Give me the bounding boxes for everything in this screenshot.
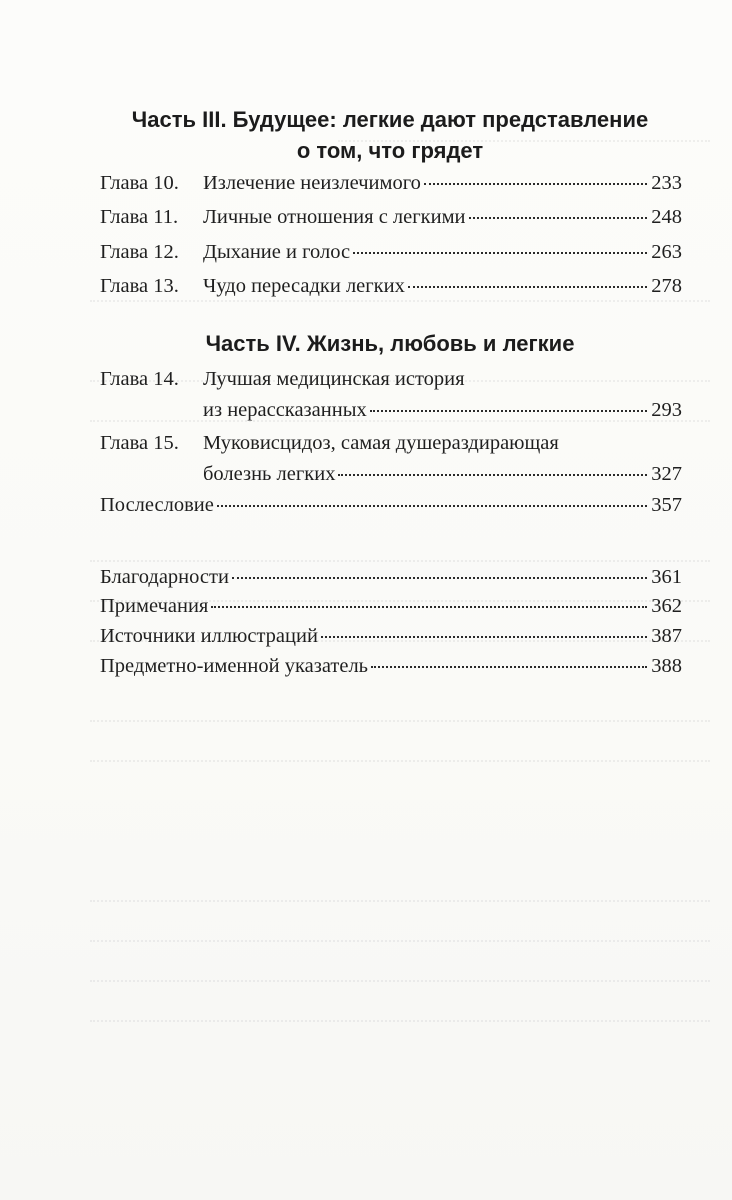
page-number: 263: [651, 241, 682, 263]
dot-leader: [408, 285, 647, 288]
chapter-number: Глава 11.: [100, 206, 179, 228]
toc-entry-chapter-10[interactable]: [100, 168, 682, 199]
part-3-heading-line1: Часть III. Будущее: легкие дают представление: [131, 107, 649, 132]
section-title: Примечания: [100, 595, 209, 617]
toc-entry-illustration-sources[interactable]: [100, 621, 682, 652]
dot-leader: [211, 605, 647, 608]
chapter-number: Глава 12.: [100, 241, 179, 263]
part-3-heading: [90, 104, 690, 166]
page-number: 362: [651, 595, 682, 617]
toc-entry-afterword[interactable]: [100, 490, 682, 521]
toc-entry-acknowledgements[interactable]: [100, 562, 682, 593]
dot-leader: [217, 504, 647, 507]
chapter-title: Личные отношения с легкими: [203, 206, 466, 228]
chapter-title: Чудо пересадки легких: [203, 275, 405, 297]
chapter-number: Глава 10.: [100, 172, 179, 194]
dot-leader: [371, 665, 647, 668]
toc-entry-chapter-13[interactable]: [100, 271, 682, 302]
dot-leader: [353, 251, 647, 254]
chapter-number: Глава 13.: [100, 275, 179, 297]
chapter-number: Глава 14.: [100, 368, 179, 390]
page-number: 388: [651, 655, 682, 677]
dot-leader: [469, 216, 648, 219]
dot-leader: [321, 635, 647, 638]
section-title: Предметно-именной указатель: [100, 655, 369, 677]
section-title: Источники иллюстраций: [100, 625, 318, 647]
dot-leader: [424, 182, 647, 185]
page-number: 248: [651, 206, 682, 228]
chapter-title-line1: Муковисцидоз, самая душераздирающая: [203, 432, 559, 454]
page-number: 278: [651, 275, 682, 297]
toc-entry-index[interactable]: [100, 651, 682, 682]
section-title: Благодарности: [100, 566, 229, 588]
toc-entry-notes[interactable]: [100, 591, 682, 622]
section-title: Послесловие: [100, 494, 214, 516]
toc-entry-chapter-12[interactable]: [100, 237, 682, 268]
dot-leader: [232, 576, 647, 579]
dot-leader: [370, 409, 648, 412]
page-number: 293: [651, 399, 682, 421]
toc-entry-chapter-15[interactable]: [100, 428, 682, 490]
page-number: 327: [651, 463, 682, 485]
chapter-title-line2: из нерассказанных: [203, 399, 367, 421]
chapter-number: Глава 15.: [100, 432, 179, 454]
part-4-heading: Часть IV. Жизнь, любовь и легкие: [205, 331, 575, 356]
dot-leader: [338, 473, 647, 476]
chapter-title: Излечение неизлечимого: [203, 172, 421, 194]
chapter-title-line1: Лучшая медицинская история: [203, 368, 465, 390]
page-number: 387: [651, 625, 682, 647]
chapter-title-line2: болезнь легких: [203, 463, 336, 485]
page-number: 361: [651, 566, 682, 588]
toc-entry-chapter-14[interactable]: [100, 364, 682, 426]
part-3-heading-line2: о том, что грядет: [296, 138, 484, 163]
toc-entry-chapter-11[interactable]: [100, 202, 682, 233]
page-number: 233: [651, 172, 682, 194]
chapter-title: Дыхание и голос: [203, 241, 351, 263]
page-number: 357: [651, 494, 682, 516]
